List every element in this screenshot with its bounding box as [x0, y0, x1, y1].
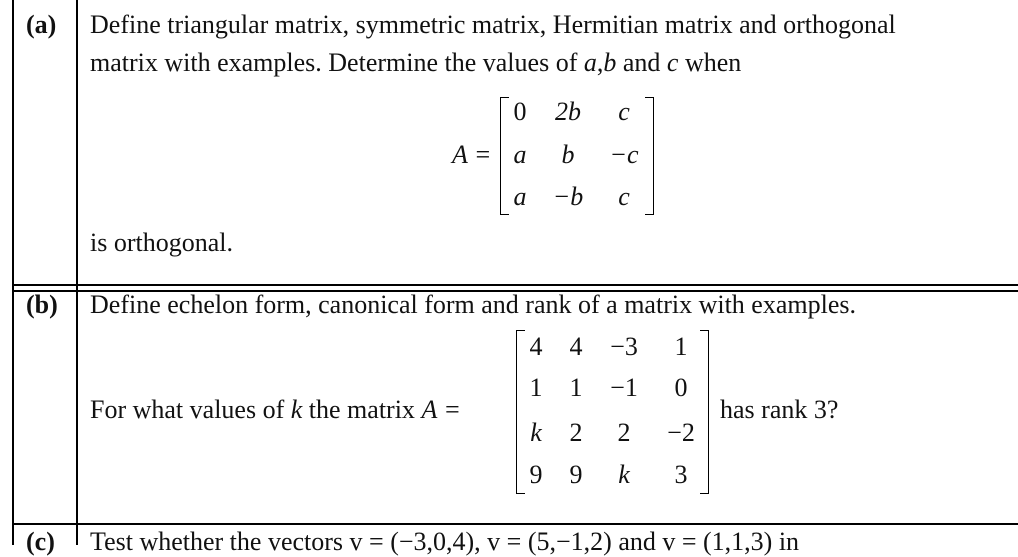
question-label-c: (c) — [26, 527, 55, 556]
question-b-line-1: Define echelon form, canonical form and rank of a matrix with examples. — [90, 290, 856, 319]
question-b-text-pre: For what values of — [90, 395, 291, 424]
matrix-b-cell: 4 — [529, 332, 543, 361]
table-column-divider — [76, 0, 78, 545]
question-a-line-3: is orthogonal. — [90, 228, 233, 257]
matrix-a-cell: a — [513, 182, 527, 211]
matrix-b — [516, 332, 708, 492]
matrix-a-cell: c — [618, 97, 630, 126]
matrix-b-cell: −2 — [667, 418, 695, 447]
and-text: and — [616, 48, 667, 77]
matrix-b-cell: 1 — [674, 332, 688, 361]
matrix-a-cell: 2b — [555, 97, 581, 126]
question-b-text-post: has rank 3? — [720, 395, 839, 424]
var-b: b — [603, 48, 617, 77]
row-divider-b-c — [12, 523, 1018, 525]
var-a: a — [583, 48, 597, 77]
question-a-line-2 — [90, 48, 741, 78]
matrix-b-cell: −1 — [610, 373, 638, 402]
matrix-b-cell: −3 — [610, 332, 638, 361]
matrix-b-cell: 9 — [569, 460, 583, 489]
var-c: c — [666, 48, 679, 77]
matrix-b-cell: 1 — [569, 373, 583, 402]
matrix-a-cell: −b — [552, 182, 584, 211]
matrix-a-cell: 0 — [513, 97, 527, 126]
matrix-b-cell: 2 — [569, 418, 583, 447]
var-k: k — [290, 395, 303, 424]
matrix-a-lhs: A = — [452, 140, 492, 169]
comma: , — [596, 48, 604, 77]
matrix-a-cell: a — [513, 140, 527, 169]
question-c-line-1: Test whether the vectors v = (−3,0,4), v = (5,−1,2) and v = (1,1,3) in — [90, 527, 800, 556]
matrix-b-cell: 4 — [569, 332, 583, 361]
matrix-a — [500, 97, 653, 213]
table-border-left — [12, 0, 14, 545]
matrix-b-cell: 2 — [617, 418, 631, 447]
question-label-a: (a) — [26, 10, 57, 39]
matrix-b-cell: 1 — [529, 373, 543, 402]
row-divider-a-b — [12, 284, 1018, 286]
question-b-line-2 — [90, 395, 461, 425]
matrix-a-cell: −c — [609, 140, 639, 169]
matrix-a-cell: b — [561, 140, 575, 169]
question-a-line-1: Define triangular matrix, symmetric matrix, Hermitian matrix and orthogonal — [90, 10, 896, 39]
matrix-a-cell: c — [618, 182, 630, 211]
matrix-b-cell: 9 — [529, 460, 543, 489]
when-text: when — [678, 48, 742, 77]
question-b-text-mid: the matrix — [302, 395, 422, 424]
matrix-b-lhs: A = — [421, 395, 461, 424]
matrix-b-cell: k — [530, 418, 542, 447]
matrix-b-cell: k — [618, 460, 630, 489]
matrix-b-cell: 0 — [674, 373, 688, 402]
question-label-b: (b) — [26, 290, 58, 319]
question-a-line-2-text: matrix with examples. Determine the values of — [90, 48, 584, 77]
matrix-b-cell: 3 — [674, 460, 688, 489]
